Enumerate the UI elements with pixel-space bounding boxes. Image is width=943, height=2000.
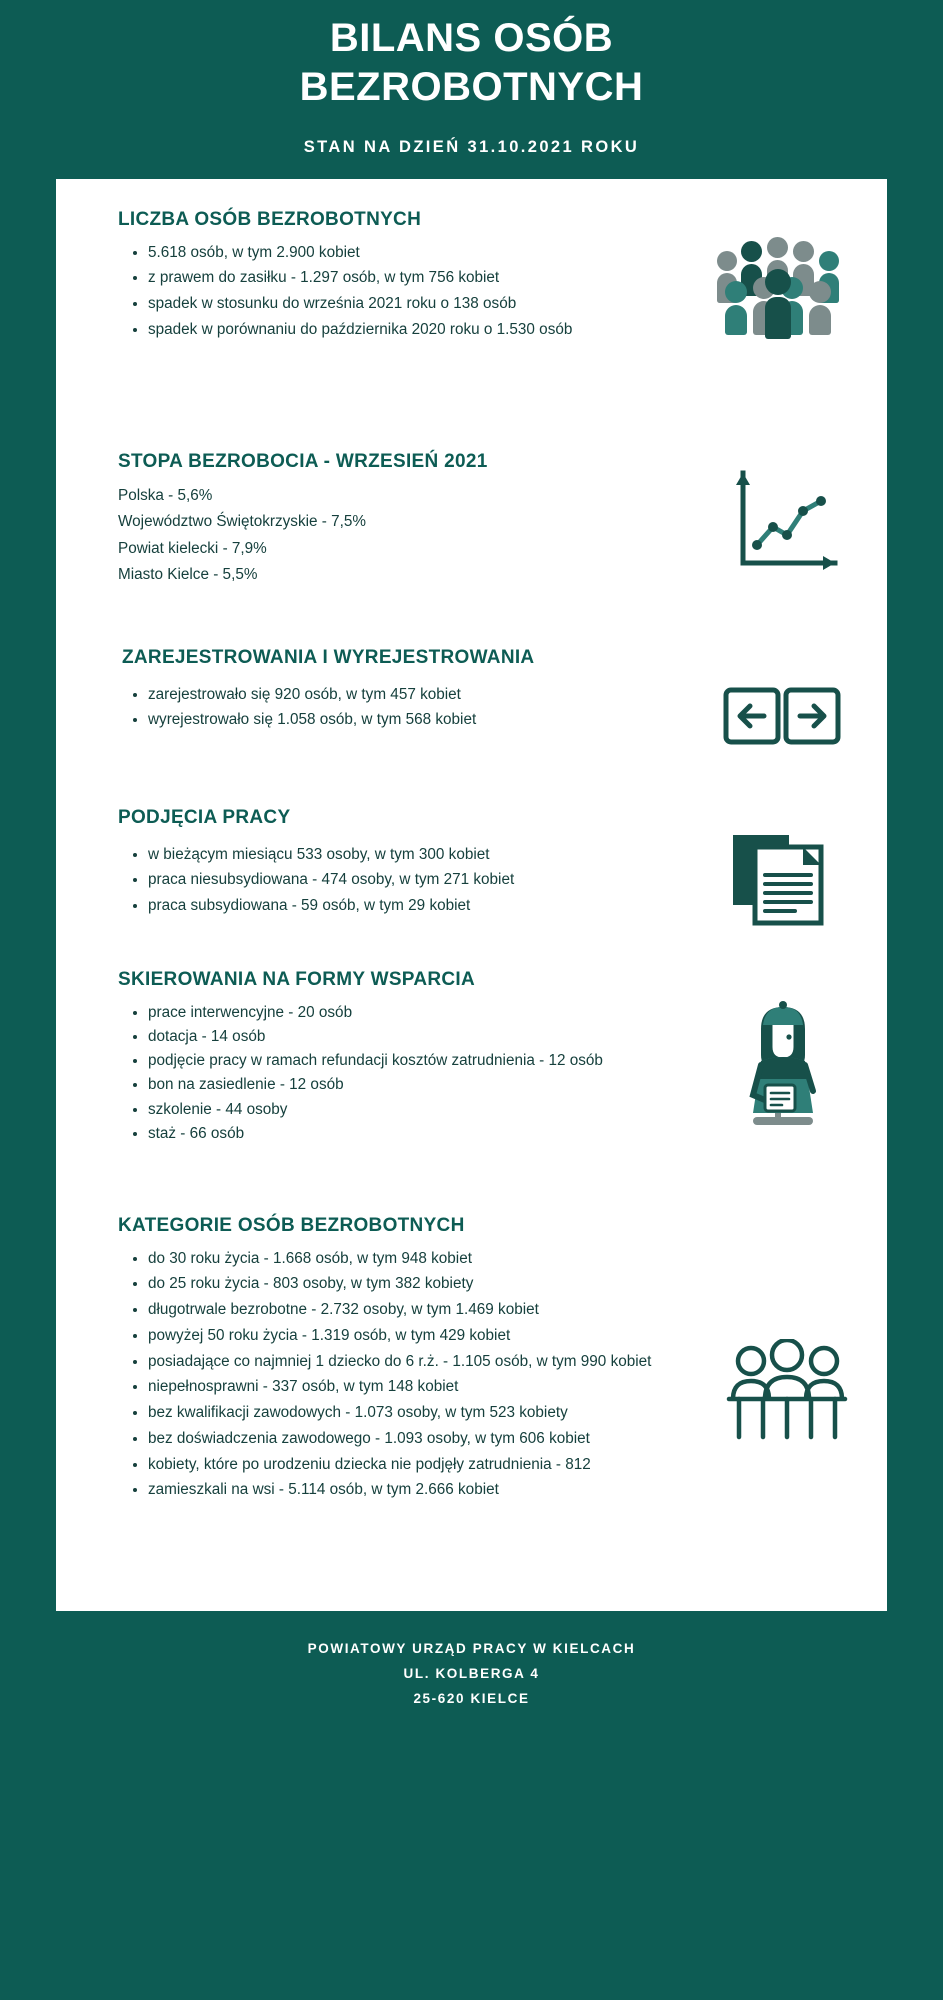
section-skierowania-formy-wsparcia — [56, 969, 887, 1169]
two-arrows-icon — [723, 687, 841, 750]
list-item: • niepełnosprawni - 337 osób, w tym 148 kobiet — [148, 1375, 668, 1400]
poster-footer — [0, 1611, 943, 1734]
list-item: Miasto Kielce - 5,5% — [118, 565, 258, 583]
list-item: • spadek w stosunku do września 2021 roku o 138 osób — [148, 292, 668, 317]
footer-line-office: POWIATOWY URZĄD PRACY W KIELCACH — [307, 1640, 636, 1656]
list-item: Powiat kielecki - 7,9% — [118, 539, 267, 557]
list-item: • bez doświadczenia zawodowego - 1.093 osoby, w tym 606 kobiet — [148, 1427, 668, 1452]
list-item: • kobiety, które po urodzeniu dziecka nie podjęły zatrudnienia - 812 — [148, 1453, 668, 1478]
section-list — [118, 683, 668, 734]
list-item: • dotacja - 14 osób — [148, 1025, 668, 1048]
list-item: • szkolenie - 44 osoby — [148, 1098, 668, 1121]
list-item: • spadek w porównaniu do października 2020 roku o 1.530 osób — [148, 318, 668, 343]
list-item: Polska - 5,6% — [118, 486, 213, 504]
section-list — [118, 241, 668, 343]
section-title: SKIEROWANIA NA FORMY WSPARCIA — [118, 968, 476, 990]
list-item: • 5.618 osób, w tym 2.900 kobiet — [148, 241, 668, 266]
list-item: • długotrwale bezrobotne - 2.732 osoby, w tym 1.469 kobiet — [148, 1298, 668, 1323]
section-kategorie-osob-bezrobotnych — [56, 1215, 887, 1575]
section-title: KATEGORIE OSÓB BEZROBOTNYCH — [118, 1214, 465, 1236]
family-icon — [725, 1339, 849, 1448]
section-podjecia-pracy — [56, 807, 887, 937]
list-item: • praca subsydiowana - 59 osób, w tym 29 kobiet — [148, 894, 668, 919]
people-group-icon — [717, 235, 849, 331]
content-card — [56, 179, 887, 1611]
page-title-line2: BEZROBOTNYCH — [299, 64, 644, 109]
list-item: • zamieszkali na wsi - 5.114 osób, w tym 2.666 kobiet — [148, 1478, 668, 1503]
list-item: Województwo Świętokrzyskie - 7,5% — [118, 513, 366, 531]
poster-header — [0, 0, 943, 157]
footer-line-street: UL. KOLBERGA 4 — [403, 1665, 540, 1681]
list-item: • wyrejestrowało się 1.058 osób, w tym 568 kobiet — [148, 708, 668, 733]
woman-with-clipboard-icon — [731, 999, 835, 1146]
documents-icon — [729, 831, 827, 932]
section-title: ZAREJESTROWANIA I WYREJESTROWANIA — [122, 646, 535, 668]
section-liczba-osob-bezrobotnych — [56, 203, 887, 399]
page-title — [0, 14, 943, 112]
list-item: • bez kwalifikacji zawodowych - 1.073 osoby, w tym 523 kobiety — [148, 1401, 668, 1426]
section-stopa-bezrobocia — [56, 451, 887, 601]
page-title-line1: BILANS OSÓB — [329, 16, 614, 60]
section-list — [118, 483, 638, 589]
section-list — [118, 1247, 668, 1504]
section-list — [118, 1001, 668, 1146]
list-item: • podjęcie pracy w ramach refundacji kosztów zatrudnienia - 12 osób — [148, 1049, 668, 1072]
line-chart-icon — [727, 467, 843, 582]
section-zarejestrowania-wyrejestrowania — [56, 647, 887, 757]
list-item: • staż - 66 osób — [148, 1122, 668, 1145]
list-item: • do 30 roku życia - 1.668 osób, w tym 948 kobiet — [148, 1247, 668, 1272]
list-item: • powyżej 50 roku życia - 1.319 osób, w tym 429 kobiet — [148, 1324, 668, 1349]
list-item: • zarejestrowało się 920 osób, w tym 457 kobiet — [148, 683, 668, 708]
list-item: • prace interwencyjne - 20 osób — [148, 1001, 668, 1024]
list-item: • z prawem do zasiłku - 1.297 osób, w tym 756 kobiet — [148, 266, 668, 291]
section-title: LICZBA OSÓB BEZROBOTNYCH — [118, 208, 422, 230]
section-title: PODJĘCIA PRACY — [118, 806, 291, 828]
section-list — [118, 843, 668, 919]
list-item: • do 25 roku życia - 803 osoby, w tym 382 kobiety — [148, 1272, 668, 1297]
list-item: • w bieżącym miesiącu 533 osoby, w tym 300 kobiet — [148, 843, 668, 868]
list-item: • posiadające co najmniej 1 dziecko do 6 r.ż. - 1.105 osób, w tym 990 kobiet — [148, 1350, 668, 1375]
page-subtitle: STAN NA DZIEŃ 31.10.2021 ROKU — [303, 137, 640, 156]
footer-line-city: 25-620 KIELCE — [413, 1690, 530, 1706]
section-title: STOPA BEZROBOCIA - WRZESIEŃ 2021 — [118, 450, 488, 472]
list-item: • bon na zasiedlenie - 12 osób — [148, 1073, 668, 1096]
list-item: • praca niesubsydiowana - 474 osoby, w tym 271 kobiet — [148, 868, 668, 893]
